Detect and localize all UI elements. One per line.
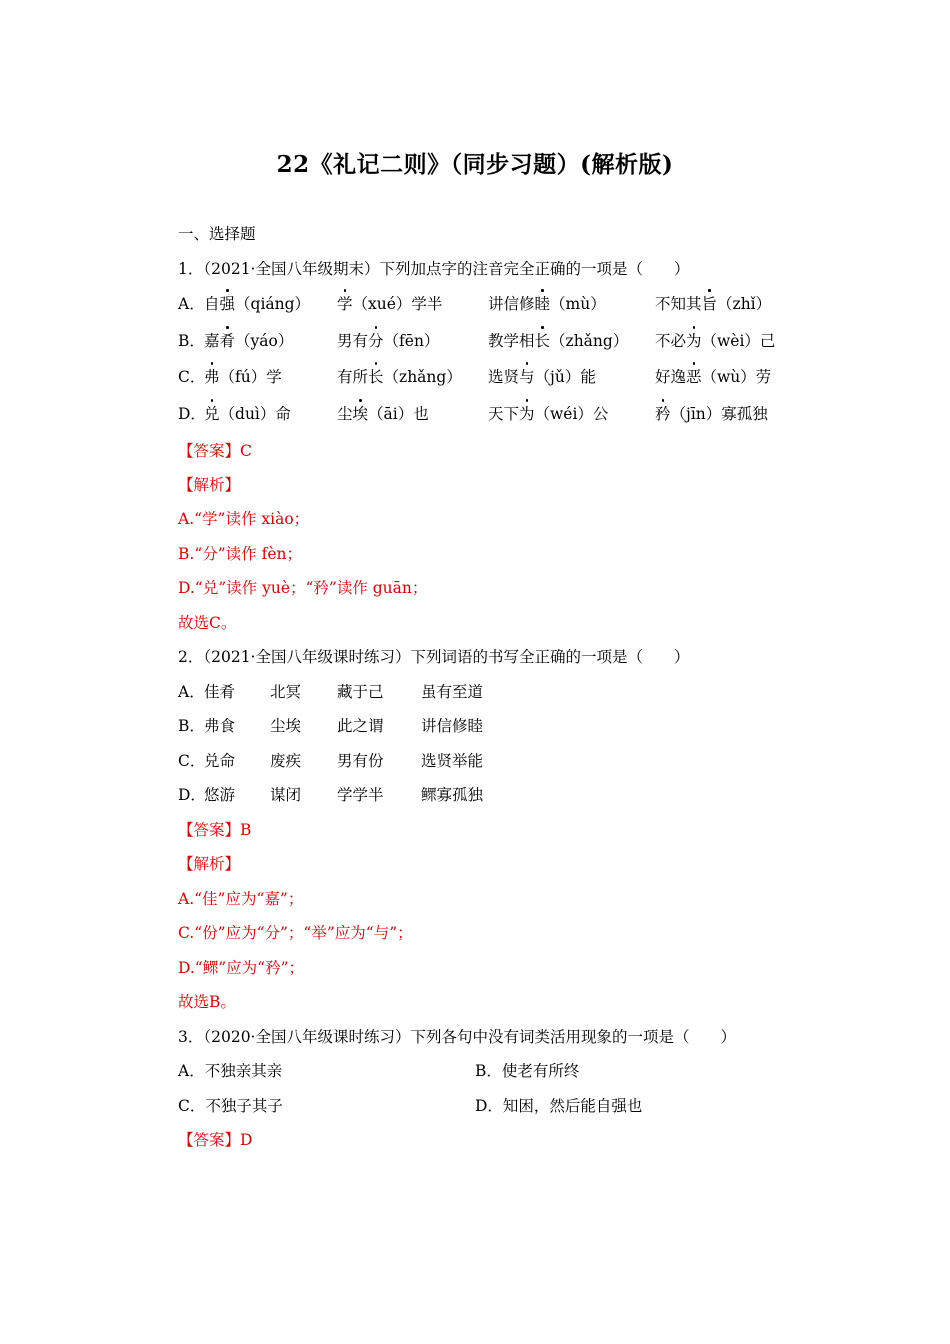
q1-analysis-line: B.“分”读作 fèn； bbox=[178, 545, 302, 563]
q3-option-a: A．不独亲其亲 bbox=[178, 1062, 283, 1080]
q1-b-item-4: 不必为（wèi）己 bbox=[655, 332, 776, 350]
q1-c-item-4: 好逸恶（wù）劳 bbox=[655, 368, 772, 386]
q1-b-item-2: 男有分（fēn） bbox=[337, 332, 440, 350]
section-heading: 一、选择题 bbox=[178, 225, 256, 243]
q1-d-item-1: 兑（duì）命 bbox=[204, 405, 291, 423]
q1-c-item-1: 弗（fú）学 bbox=[204, 368, 282, 386]
q2-answer: 【答案】B bbox=[178, 821, 252, 839]
q3-option-c: C．不独子其子 bbox=[178, 1097, 283, 1115]
q1-c-item-3: 选贤与（jǔ）能 bbox=[488, 368, 596, 386]
page-title: 22《礼记二则》（同步习题）(解析版) bbox=[276, 151, 674, 178]
q1-d-item-3: 天下为（wéi）公 bbox=[488, 405, 609, 423]
q1-a-item-1: 自强（qiáng） bbox=[204, 295, 311, 313]
q2-analysis-line: D.“鳏”应为“矜”； bbox=[178, 959, 304, 977]
q2-stem: 2．（2021·全国八年级课时练习）下列词语的书写全正确的一项是（ ） bbox=[178, 648, 690, 666]
q1-b-item-3: 教学相长（zhǎng） bbox=[488, 332, 629, 350]
q1-conclusion: 故选C。 bbox=[178, 614, 237, 632]
q1-a-item-3: 讲信修睦（mù） bbox=[488, 295, 606, 313]
q1-answer: 【答案】C bbox=[178, 442, 252, 460]
q1-a-item-2: 学（xué）学半 bbox=[337, 295, 443, 313]
q2-conclusion: 故选B。 bbox=[178, 993, 236, 1011]
q1-analysis-line: A.“学”读作 xiào； bbox=[178, 510, 310, 528]
q1-analysis-label: 【解析】 bbox=[178, 476, 241, 494]
q1-b-item-1: 嘉肴（yáo） bbox=[204, 332, 294, 350]
q1-c-item-2: 有所长（zhǎng） bbox=[337, 368, 462, 386]
q1-a-item-4: 不知其旨（zhǐ） bbox=[655, 295, 772, 313]
q1-stem: 1．（2021·全国八年级期末）下列加点字的注音完全正确的一项是（ ） bbox=[178, 260, 690, 278]
q1-d-item-4: 矜（jīn）寡孤独 bbox=[655, 405, 768, 423]
q3-option-b: B．使老有所终 bbox=[475, 1062, 580, 1080]
q2-analysis-label: 【解析】 bbox=[178, 855, 241, 873]
q3-stem: 3．（2020·全国八年级课时练习）下列各句中没有词类活用现象的一项是（ ） bbox=[178, 1028, 736, 1046]
q3-answer: 【答案】D bbox=[178, 1131, 253, 1149]
q2-analysis-line: C.“份”应为“分”；“举”应为“与”； bbox=[178, 924, 413, 942]
q3-option-d: D．知困，然后能自强也 bbox=[475, 1097, 643, 1115]
q1-d-item-2: 尘埃（āi）也 bbox=[337, 405, 429, 423]
q2-analysis-line: A.“佳”应为“嘉”； bbox=[178, 890, 304, 908]
q1-analysis-line: D.“兑”读作 yuè；“矜”读作 guān； bbox=[178, 579, 428, 597]
document-page: 22《礼记二则》（同步习题）(解析版) 一、选择题 1．（2021·全国八年级期末）下列加点字的注音完全正确的一项是（ ） A． 自强（qiáng） 学（xué）学半 讲信修睦（mù） 不知其旨（zhǐ） B． 嘉肴（yáo） 男有分（fēn） 教学相长（zhǎng） 不必为（wèi）己 C． 弗（fú）学 有所长（zhǎng） 选贤与（jǔ）能 好逸恶（wù）劳 D． 兑（duì）命 尘埃（āi）也 天下为（wéi）公 矜（jīn）寡孤独 【答案】C 【解析】 A.“学”读作 xiào； B.“分”读作 fèn； D.“兑”读作 yuè；“矜”读作 guān； 故选C。 2．（2021·全国八年级课时练习）下列词语的书写全正确的一项是（ ） A． 佳肴 北冥 藏于己 虽有至道 B． 弗食 尘埃 此之谓 讲信修睦 C． 兑命 废疾 男有份 选贤举能 D． 悠游 谋闭 学学半 鳏寡孤独 【答案】B 【解析】 A.“佳”应为“嘉”； C.“份”应为“分”；“举”应为“与”； D.“鳏”应为“矜”； 故选B。 3．（2020·全国八年级课时练习）下列各句中没有词类活用现象的一项是（ ） A．不独亲其亲 B．使老有所终 C．不独子其子 D．知困，然后能自强也 【答案】D bbox=[0, 0, 950, 1344]
